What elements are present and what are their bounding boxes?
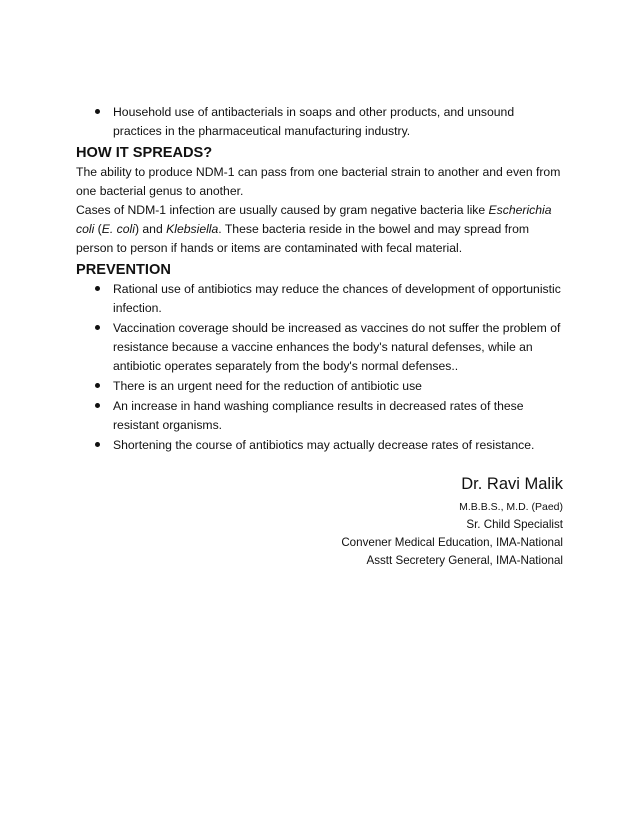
list-item <box>76 397 566 435</box>
section-heading-how-it-spreads: HOW IT SPREADS? <box>76 145 213 161</box>
list-item-text: Household use of antibacterials in soaps and other products, and unsound practices in the pharmaceutical manufacturing industry. <box>113 105 515 138</box>
text-run: ) and <box>134 222 167 236</box>
list-item-text: Shortening the course of antibiotics may actually decrease rates of resistance. <box>113 438 535 452</box>
signature-block <box>341 473 563 570</box>
list-item <box>76 280 566 318</box>
bullet-icon <box>91 319 103 338</box>
list-item <box>76 319 566 376</box>
list-item-text: Rational use of antibiotics may reduce the chances of development of opportunistic infection. <box>113 282 561 315</box>
list-item <box>76 436 566 455</box>
spreads-paragraph-2 <box>76 201 566 258</box>
bullet-icon <box>91 436 103 455</box>
bullet-icon <box>91 377 103 396</box>
bullet-icon <box>91 397 103 416</box>
signatory-degrees: M.B.B.S., M.D. (Paed) <box>459 501 563 513</box>
list-item <box>76 377 566 396</box>
species-abbrev-italic: E. coli <box>101 222 135 236</box>
species-name-italic: Escherichia coli <box>76 203 552 236</box>
document-body <box>76 103 566 456</box>
list-item-text: There is an urgent need for the reduction of antibiotic use <box>113 379 422 393</box>
text-run: Cases of NDM-1 infection are usually caused by gram negative bacteria like <box>76 203 489 217</box>
text-run: ( <box>94 222 102 236</box>
genus-name-italic: Klebsiella <box>166 222 219 236</box>
signatory-title-3: Asstt Secretery General, IMA-National <box>366 554 563 567</box>
signatory-title-1: Sr. Child Specialist <box>466 518 563 531</box>
spreads-paragraph-1: The ability to produce NDM-1 can pass from one bacterial strain to another and even from one bacterial genus to another. <box>76 165 561 198</box>
list-item-text: Vaccination coverage should be increased as vaccines do not suffer the problem of resistance because a vaccine enhances the body's natural defenses, while an antibiotic operates separately from the body's normal defenses.. <box>113 321 561 373</box>
section-heading-prevention: PREVENTION <box>76 262 171 278</box>
intro-bullet-list <box>76 103 566 141</box>
text-run: . These bacteria reside in the bowel and may spread from person to person if hands or items are contaminated with fecal material. <box>76 222 530 255</box>
list-item-text: An increase in hand washing compliance results in decreased rates of these resistant organisms. <box>113 399 524 432</box>
bullet-icon <box>91 280 103 299</box>
list-item <box>76 103 566 141</box>
bullet-icon <box>91 103 103 122</box>
prevention-bullet-list <box>76 280 566 455</box>
signatory-title-2: Convener Medical Education, IMA-National <box>341 536 563 549</box>
signatory-name: Dr. Ravi Malik <box>461 475 563 493</box>
